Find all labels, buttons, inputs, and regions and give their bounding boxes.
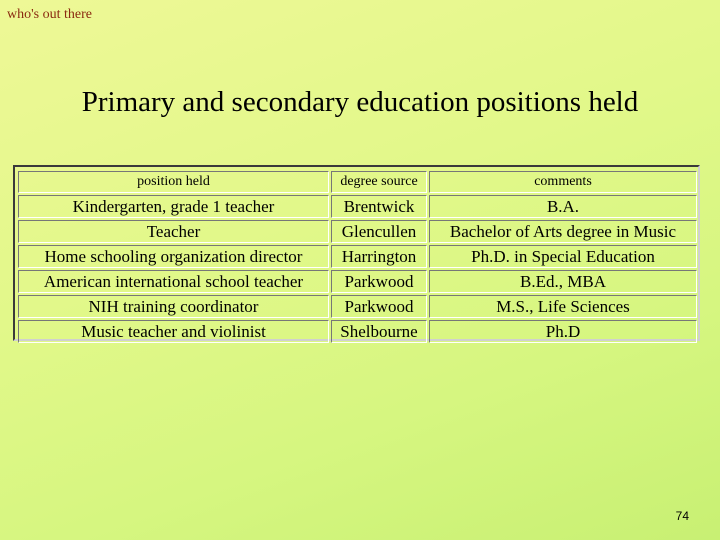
table-header-row	[18, 171, 697, 193]
cell-position-held: American international school teacher	[18, 270, 329, 293]
cell-comments: Bachelor of Arts degree in Music	[429, 220, 697, 243]
column-header-comments: comments	[429, 171, 697, 193]
cell-degree-source: Parkwood	[331, 295, 427, 318]
cell-degree-source: Glencullen	[331, 220, 427, 243]
cell-position-held: NIH training coordinator	[18, 295, 329, 318]
table-row	[18, 320, 697, 343]
cell-comments: Ph.D. in Special Education	[429, 245, 697, 268]
cell-position-held: Kindergarten, grade 1 teacher	[18, 195, 329, 218]
page-number: 74	[675, 509, 689, 523]
table-row	[18, 270, 697, 293]
table-row	[18, 245, 697, 268]
table-row	[18, 295, 697, 318]
cell-position-held: Music teacher and violinist	[18, 320, 329, 343]
table-row	[18, 195, 697, 218]
table-row	[18, 220, 697, 243]
cell-degree-source: Shelbourne	[331, 320, 427, 343]
cell-comments: B.A.	[429, 195, 697, 218]
cell-comments: Ph.D	[429, 320, 697, 343]
cell-degree-source: Parkwood	[331, 270, 427, 293]
cell-position-held: Home schooling organization director	[18, 245, 329, 268]
cell-degree-source: Brentwick	[331, 195, 427, 218]
column-header-degree-source: degree source	[331, 171, 427, 193]
cell-comments: B.Ed., MBA	[429, 270, 697, 293]
cell-comments: M.S., Life Sciences	[429, 295, 697, 318]
cell-position-held: Teacher	[18, 220, 329, 243]
page-title: Primary and secondary education positions held	[81, 86, 639, 118]
education-positions-table	[16, 169, 699, 345]
cell-degree-source: Harrington	[331, 245, 427, 268]
header-label: who's out there	[7, 7, 92, 22]
column-header-position-held: position held	[18, 171, 329, 193]
